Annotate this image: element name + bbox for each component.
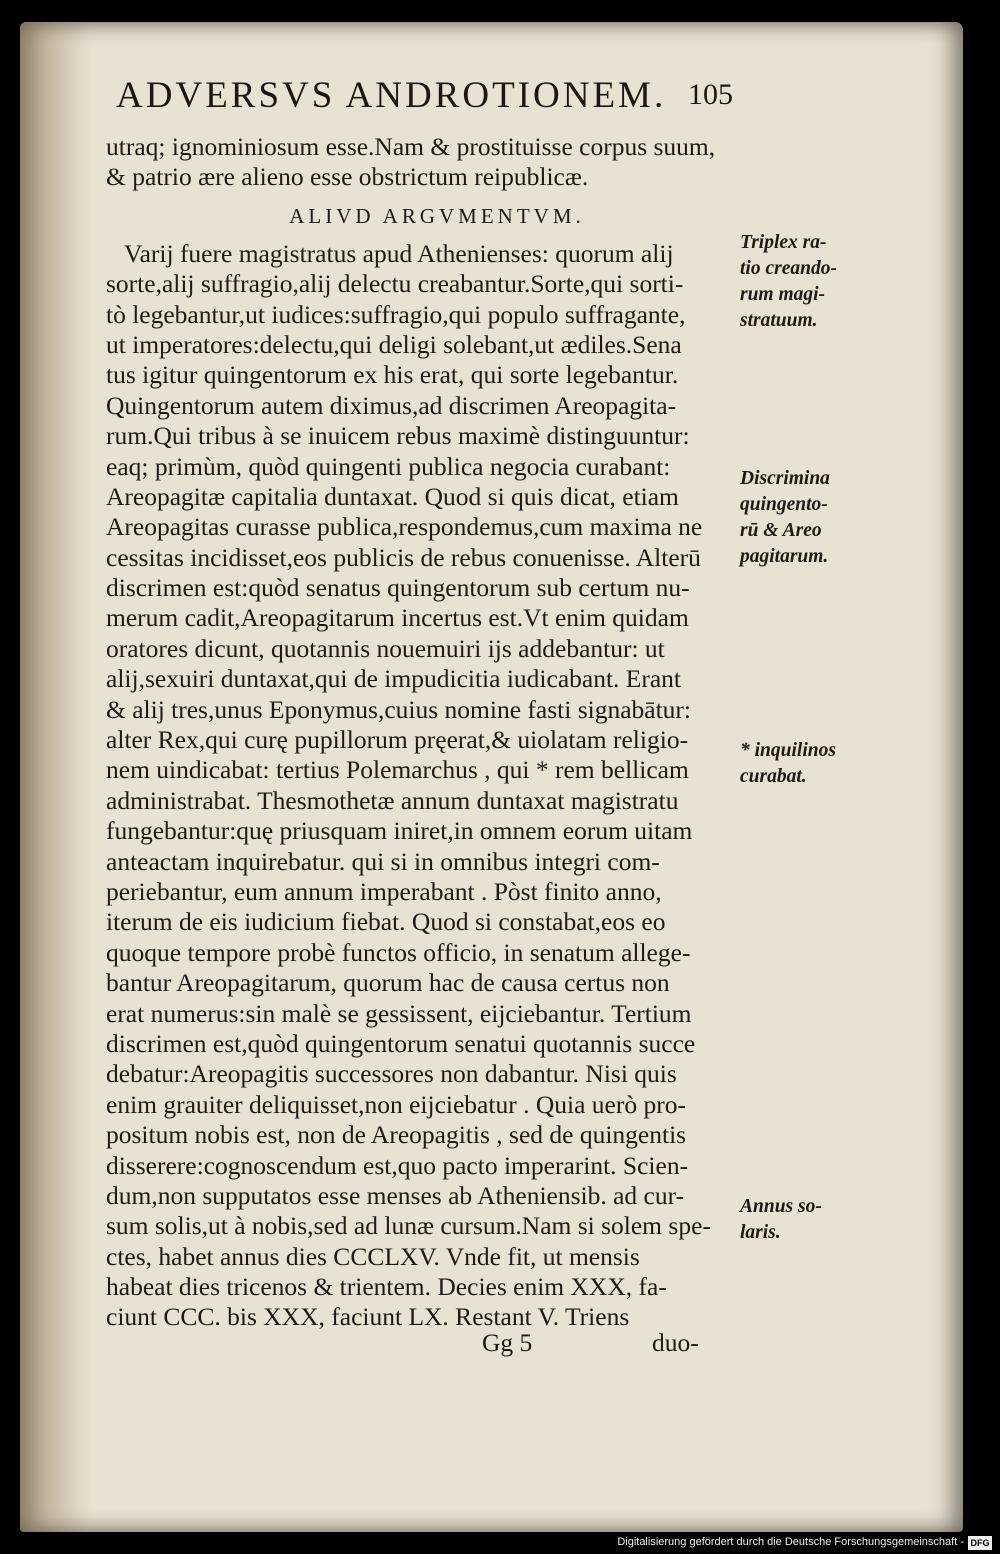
text-line: sorte,alij suffragio,alij delectu creabantur.Sorte,qui sorti- bbox=[106, 269, 684, 299]
text-line: rum.Qui tribus à se inuicem rebus maximè distinguuntur: bbox=[106, 421, 690, 451]
text-line: oratores dicunt, quotannis nouemuiri ijs addebantur: ut bbox=[106, 633, 665, 663]
running-title: ADVERSVS ANDROTIONEM. bbox=[116, 75, 667, 116]
text-line: eaq; primùm, quòd quingenti publica negocia curabant: bbox=[106, 451, 671, 481]
text-line: tus igitur quingentorum ex his erat, qui sorte legebantur. bbox=[106, 360, 679, 390]
catchword: duo- bbox=[652, 1328, 699, 1357]
marginal-note bbox=[740, 230, 880, 334]
marginal-note-line: laris. bbox=[740, 1222, 781, 1243]
text-line: & patrio ære alieno esse obstrictum reipublicæ. bbox=[106, 162, 589, 192]
text-line: ciunt CCC. bis XXX, faciunt LX. Restant V. Triens bbox=[106, 1302, 630, 1332]
text-line: Areopagitas curasse publica,respondemus,cum maxima ne bbox=[106, 512, 703, 542]
text-line: habeat dies tricenos & trientem. Decies enim XXX, fa- bbox=[106, 1272, 667, 1302]
marginal-note-line: quingento- bbox=[740, 494, 828, 515]
text-line: bantur Areopagitarum, quorum hac de causa certus non bbox=[106, 968, 670, 998]
text-line: positum nobis est, non de Areopagitis , sed de quingentis bbox=[106, 1120, 687, 1150]
text-line: alij,sexuiri duntaxat,qui de impudicitia iudicabant. Erant bbox=[106, 664, 682, 694]
marginal-note-line: pagitarum. bbox=[740, 546, 829, 567]
text-line: merum cadit,Areopagitarum incertus est.Vt enim quidam bbox=[106, 603, 689, 633]
text-line: debatur:Areopagitis successores non dabantur. Nisi quis bbox=[106, 1059, 677, 1089]
text-line: administrabat. Thesmothetæ annum duntaxat magistratu bbox=[106, 785, 679, 815]
marginal-note-line: tio creando- bbox=[740, 258, 837, 279]
text-line: & alij tres,unus Eponymus,cuius nomine fasti signabātur: bbox=[106, 694, 692, 724]
marginal-note-line: rum magi- bbox=[740, 284, 826, 305]
main-text-block bbox=[106, 132, 750, 1333]
signature-mark: Gg 5 bbox=[482, 1328, 533, 1357]
marginal-note-line: Triplex ra- bbox=[740, 232, 827, 253]
text-line: nem uindicabat: tertius Polemarchus , qui * rem bellicam bbox=[106, 755, 689, 785]
text-line: iterum de eis iudicium fiebat. Quod si constabat,eos eo bbox=[106, 907, 666, 937]
page-number: 105 bbox=[688, 78, 733, 111]
text-line: enim grauiter deliquisset,non eijciebatur . Quia uerò pro- bbox=[106, 1089, 686, 1119]
marginal-note bbox=[740, 1194, 880, 1246]
book-page bbox=[20, 22, 963, 1532]
marginal-note-line: Annus so- bbox=[740, 1196, 822, 1217]
text-line: fungebantur:quę priusquam iniret,in omnem eorum uitam bbox=[106, 816, 693, 846]
marginal-note-line: rū & Areo bbox=[740, 520, 822, 541]
marginal-note bbox=[740, 738, 880, 790]
marginal-note-line: * inquilinos bbox=[740, 740, 836, 761]
text-line: tò legebantur,ut iudices:suffragio,qui populo suffragante, bbox=[106, 299, 686, 329]
text-line: quoque tempore probè functos officio, in senatum allege- bbox=[106, 937, 691, 967]
text-line: periebantur, eum annum imperabant . Pòst finito anno, bbox=[106, 876, 662, 906]
text-line: ctes, habet annus dies CCCLXV. Vnde fit, ut mensis bbox=[106, 1241, 640, 1271]
page-gutter-shadow bbox=[20, 22, 90, 1532]
text-line: utraq; ignominiosum esse.Nam & prostituisse corpus suum, bbox=[106, 132, 716, 161]
marginal-note-line: stratuum. bbox=[740, 310, 818, 331]
text-line: ut imperatores:delectu,qui deligi solebant,ut ædiles.Sena bbox=[106, 329, 682, 359]
text-line: anteactam inquirebatur. qui si in omnibus integri com- bbox=[106, 846, 660, 876]
text-line: disserere:cognoscendum est,quo pacto imperarint. Scien- bbox=[106, 1150, 689, 1180]
text-line: discrimen est:quòd senatus quingentorum sub certum nu- bbox=[106, 573, 690, 603]
text-line: erat numerus:sin malè se gessissent, eijciebantur. Tertium bbox=[106, 998, 692, 1028]
text-line: discrimen est,quòd quingentorum senatui quotannis succe bbox=[106, 1028, 696, 1058]
marginal-note-line: curabat. bbox=[740, 766, 807, 787]
text-line: Quingentorum autem diximus,ad discrimen Areopagita- bbox=[106, 390, 677, 420]
text-line: Varij fuere magistratus apud Athenienses: quorum alij bbox=[124, 238, 674, 268]
text-line: sum solis,ut à nobis,sed ad lunæ cursum.Nam si solem spe- bbox=[106, 1211, 711, 1241]
text-line: cessitas incidisset,eos publicis de rebus conuenisse. Alterū bbox=[106, 542, 701, 572]
dfg-logo: DFG bbox=[968, 1536, 992, 1550]
text-line: dum,non supputatos esse menses ab Atheniensib. ad cur- bbox=[106, 1180, 685, 1210]
marginal-note bbox=[740, 466, 880, 570]
text-line: Areopagitæ capitalia duntaxat. Quod si quis dicat, etiam bbox=[106, 481, 679, 511]
marginal-note-line: Discrimina bbox=[740, 468, 830, 489]
section-heading: ALIVD ARGVMENTVM. bbox=[289, 203, 585, 228]
digitization-credit: Digitalisierung gefördert durch die Deutsche Forschungsgemeinschaft - bbox=[617, 1536, 964, 1548]
text-line: alter Rex,qui curę pupillorum pręerat,& uiolatam religio- bbox=[106, 725, 689, 755]
